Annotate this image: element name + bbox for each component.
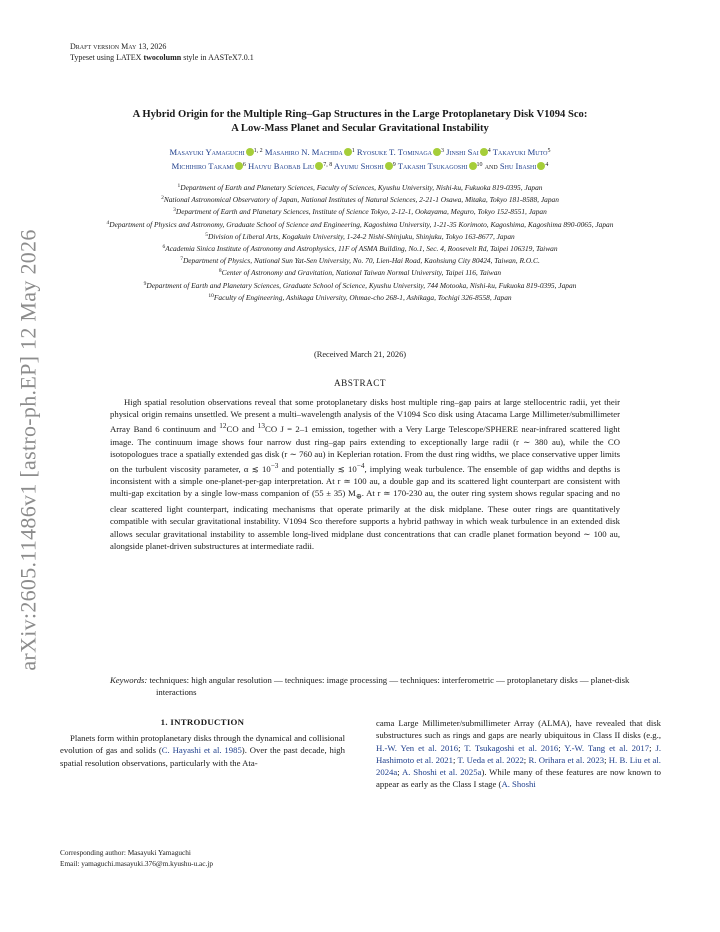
affiliation: $^2$National Astronomical Observatory of Japan, National Institutes of Natural Sciences, 2-21-1 Osawa, Mitaka, Tokyo 181-8588, Japan bbox=[161, 195, 559, 205]
header-note bbox=[70, 42, 254, 63]
arxiv-stamp bbox=[6, 229, 52, 671]
section-heading-introduction: 1. INTRODUCTION bbox=[160, 717, 245, 727]
citation-link[interactable]: J. Hashimoto et al. 2021 bbox=[376, 742, 661, 765]
author-name[interactable]: Ayumu Shoshi bbox=[333, 161, 384, 171]
corresponding-author-footnote bbox=[60, 848, 345, 869]
author-name[interactable]: Jinshi Sai bbox=[446, 147, 479, 157]
orcid-icon[interactable] bbox=[433, 148, 441, 156]
right-column bbox=[376, 717, 661, 791]
intro-paragraph-continued: cama Large Millimeter/submillimeter Array (ALMA), have revealed that disk substructures such as rings and gaps are nearly ubiquitous in Class II disks (e.g., H.-W. Yen et al. 2016; T. Tsukagoshi et al. 2016; Y.-W. Tang et al. 2017; J. Hashimoto et al. 2021; T. Ueda et al. 2022; R. Orihara et al. 2023; H. B. Liu et al. 2024a; A. Shoshi et al. 2025a). While many of these features are now known to appear as early as the Class I stage (A. Shoshi bbox=[376, 718, 661, 790]
author-and: and bbox=[484, 161, 498, 171]
title-line-2: A Low-Mass Planet and Secular Gravitational Instability bbox=[231, 122, 489, 134]
author-name[interactable]: Takayuki Muto bbox=[492, 147, 548, 157]
author-affil-ref: 1 bbox=[351, 148, 355, 154]
keywords-text: techniques: high angular resolution — techniques: image processing — techniques: interferometric — protoplanetary disks — planet-disk interactions bbox=[149, 675, 630, 698]
title-line-1: A Hybrid Origin for the Multiple Ring–Gap Structures in the Large Protoplanetary Disk V1094 Sco: bbox=[132, 109, 588, 120]
author-affil-ref: 3 bbox=[440, 148, 444, 154]
corresponding-email[interactable]: Email: yamaguchi.masayuki.376@m.kyushu-u.ac.jp bbox=[60, 858, 214, 868]
intro-paragraph: Planets form within protoplanetary disks through the dynamical and collisional evolution of gas and solids (C. Hayashi et al. 1985). Over the past decade, high spatial resolution observations, particularly with the Ata- bbox=[60, 733, 345, 768]
author-affil-ref: 4 bbox=[487, 148, 491, 154]
author-name[interactable]: Shu Ibashi bbox=[499, 161, 537, 171]
citation-link[interactable]: H. B. Liu et al. 2024a bbox=[376, 754, 661, 778]
citation-link[interactable]: H.-W. Yen et al. 2016 bbox=[376, 742, 459, 753]
arxiv-id: arXiv:2605.11486v1 [astro-ph.EP] 12 May 2026 bbox=[16, 229, 41, 671]
citation-link[interactable]: A. Shoshi bbox=[501, 779, 536, 790]
abstract-heading: ABSTRACT bbox=[334, 378, 386, 388]
keywords bbox=[110, 674, 666, 699]
paper-title bbox=[60, 108, 660, 135]
orcid-icon[interactable] bbox=[469, 162, 477, 170]
author-name[interactable]: Hauyu Baobab Liu bbox=[248, 161, 315, 171]
abstract-text: High spatial resolution observations reveal that some protoplanetary disks host multiple ring–gap pairs at large stellocentric radii, yet their physical origin remains unsettled. We present a multi–wavelength analysis of the V1094 Sco disk using Atacama Large Millimeter/submillimeter Array Band 6 continuum and $^{12}$CO and $^{13}$CO J = 2–1 emission, together with a Very Large Telescope/SPHERE near-infrared scattered light image. The continuum image shows four narrow dust ring–gap pairs extending to exceptionally large radii (r ∼ 380 au), while the CO isotopologues trace a spatially extended gas disk (r ∼ 760 au) in Keplerian rotation. From the dust ring widths, we place conservative upper limits on the turbulent viscosity parameter, α ≲ $10^{-3}$ and potentially ≲ $10^{-4}$, implying weak turbulence. The ensemble of gap widths and depths is inconsistent with a simple one-planet-per-gap interpretation. At r ≃ 100 au, a double gap and its scattered light counterpart are consistent with multi-gap excitation by a single low-mass companion of (55 ± 35) $M_\oplus$. At r ≃ 170-230 au, the outer ring system shows regular spacing and no clear scattered light counterpart, indicating mechanisms that operate primarily at the disk midplane. These outer rings are quantitatively compatible with secular gravitational instability. V1094 Sco therefore supports a hybrid pathway in which weak turbulence in an extended disk allows secular gravitational instability to assemble long-lived midplane dust concentrations that can cradle planet formation beyond ∼ 100 au, alongside planet-driven substructures at intermediate radii. bbox=[110, 397, 620, 551]
affiliation: $^3$Department of Earth and Planetary Sciences, Institute of Science Tokyo, 2-12-1, Ookayama, Meguro, Tokyo 152-8551, Japan bbox=[173, 207, 547, 217]
affiliation: $^4$Department of Physics and Astronomy, Graduate School of Science and Engineering, Kagoshima University, 1-21-35 Korimoto, Kagoshima, Kagoshima 890-0065, Japan bbox=[106, 219, 614, 229]
draft-version: Draft version May 13, 2026 bbox=[70, 42, 167, 51]
author-affil-ref: 9 bbox=[392, 162, 396, 168]
citation-link[interactable]: C. Hayashi et al. 1985 bbox=[161, 745, 242, 756]
affiliation: $^8$Center of Astronomy and Gravitation, National Taiwan Normal University, Taipei 116, Taiwan bbox=[218, 268, 502, 278]
author-name[interactable]: Masayuki Yamaguchi bbox=[169, 147, 245, 157]
orcid-icon[interactable] bbox=[246, 148, 254, 156]
orcid-icon[interactable] bbox=[344, 148, 352, 156]
citation-link[interactable]: T. Ueda et al. 2022 bbox=[457, 754, 524, 765]
affiliation: $^9$Department of Earth and Planetary Sciences, Graduate School of Science, Kyushu University, 744 Motooka, Nishi-ku, Fukuoka 819-0395, Japan bbox=[143, 280, 577, 290]
orcid-icon[interactable] bbox=[385, 162, 393, 170]
author-name[interactable]: Michihiro Takami bbox=[171, 161, 234, 171]
author-affil-ref: 6 bbox=[242, 162, 246, 168]
author-affil-ref: 5 bbox=[547, 148, 551, 154]
author-affil-ref: 7, 8 bbox=[323, 162, 333, 168]
citation-link[interactable]: R. Orihara et al. 2023 bbox=[528, 754, 605, 765]
left-column bbox=[60, 717, 345, 769]
received-date: (Received March 21, 2026) bbox=[313, 350, 407, 359]
author-name[interactable]: Masahiro N. Machida bbox=[264, 147, 343, 157]
citation-link[interactable]: Y.-W. Tang et al. 2017 bbox=[564, 742, 650, 753]
affiliation: $^{10}$Faculty of Engineering, Ashikaga University, Ohmae-cho 268-1, Ashikaga, Tochigi 326-8558, Japan bbox=[208, 292, 512, 302]
orcid-icon[interactable] bbox=[480, 148, 488, 156]
author-affil-ref: 1, 2 bbox=[253, 148, 263, 154]
author-list bbox=[60, 145, 660, 173]
affiliation: $^5$Division of Liberal Arts, Kogakuin University, 1-24-2 Nishi-Shinjuku, Shinjuku, Tokyo 163-8677, Japan bbox=[205, 231, 515, 241]
author-affil-ref: 4 bbox=[545, 162, 549, 168]
typeset-line: Typeset using LATEX twocolumn style in AASTeX7.0.1 bbox=[70, 52, 254, 62]
keywords-label: Keywords: bbox=[110, 675, 148, 685]
orcid-icon[interactable] bbox=[315, 162, 323, 170]
citation-link[interactable]: T. Tsukagoshi et al. 2016 bbox=[464, 742, 559, 753]
affiliation: $^7$Department of Physics, National Sun Yat-Sen University, No. 70, Lien-Hai Road, Kaohsiung City 80424, Taiwan, R.O.C. bbox=[180, 256, 540, 266]
affiliation: $^1$Department of Earth and Planetary Sciences, Faculty of Sciences, Kyushu University, Nishi-ku, Fukuoka 819-0395, Japan bbox=[177, 183, 543, 192]
author-affil-ref: 10 bbox=[476, 162, 483, 168]
citation-link[interactable]: A. Shoshi et al. 2025a bbox=[402, 767, 482, 778]
author-name[interactable]: Takashi Tsukagoshi bbox=[397, 161, 468, 171]
corresponding-author: Corresponding author: Masayuki Yamaguchi bbox=[60, 848, 191, 857]
affiliation: $^6$Academia Sinica Institute of Astronomy and Astrophysics, 11F of ASMA Building, No.1, Sec. 4, Roosevelt Rd, Taipei 106319, Taiwan bbox=[162, 244, 558, 254]
affiliation-list bbox=[56, 181, 664, 303]
orcid-icon[interactable] bbox=[235, 162, 243, 170]
author-name[interactable]: Ryosuke T. Tominaga bbox=[356, 147, 432, 157]
